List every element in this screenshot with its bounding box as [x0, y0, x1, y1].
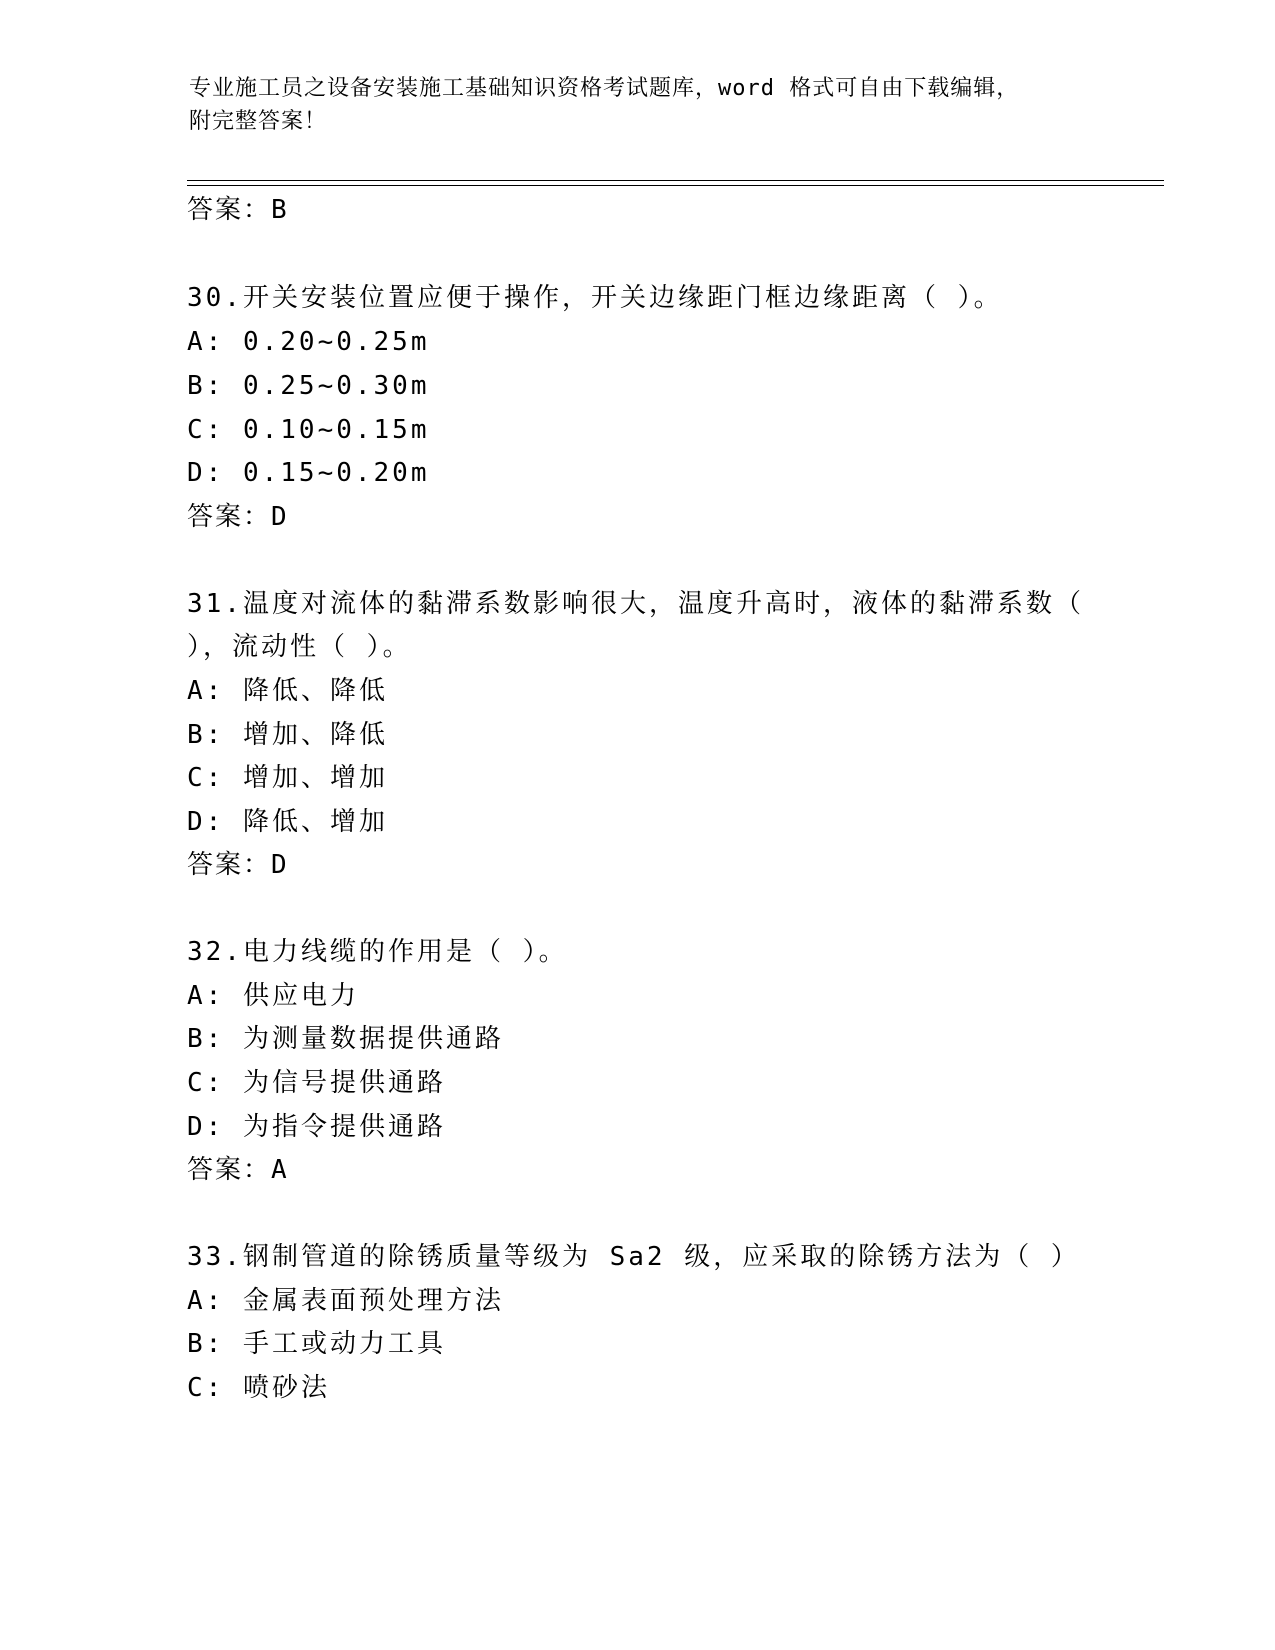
header-divider-bottom [187, 185, 1164, 186]
question-31-answer: 答案：D [187, 850, 289, 880]
question-32-option-a: A: 供应电力 [187, 981, 359, 1011]
header-line-2: 附完整答案！ [189, 109, 328, 134]
question-30-stem: 30.开关安装位置应便于操作，开关边缘距门框边缘距离（ ）。 [187, 283, 1003, 313]
question-30-answer: 答案：D [187, 502, 289, 532]
question-30-option-c: C: 0.10~0.15m [187, 415, 430, 445]
question-33-stem: 33.钢制管道的除锈质量等级为 Sa2 级，应采取的除锈方法为（ ） [187, 1242, 1080, 1272]
question-30-option-d: D: 0.15~0.20m [187, 458, 430, 488]
header-divider-top [187, 180, 1164, 181]
question-30-option-b: B: 0.25~0.30m [187, 371, 430, 401]
question-32-stem: 32.电力线缆的作用是（ ）。 [187, 937, 568, 967]
question-31-option-c: C: 增加、增加 [187, 763, 388, 793]
document-header [189, 72, 1089, 138]
question-32-option-b: B: 为测量数据提供通路 [187, 1024, 504, 1054]
question-32-answer: 答案：A [187, 1155, 289, 1185]
question-33-option-b: B: 手工或动力工具 [187, 1329, 446, 1359]
question-31-option-d: D: 降低、增加 [187, 807, 388, 837]
question-33-option-a: A: 金属表面预处理方法 [187, 1286, 504, 1316]
header-line-1: 专业施工员之设备安装施工基础知识资格考试题库，word 格式可自由下载编辑， [189, 76, 1020, 101]
question-31-option-a: A: 降低、降低 [187, 676, 388, 706]
question-31-stem-line-2: ），流动性（ ）。 [187, 632, 412, 662]
question-32-option-d: D: 为指令提供通路 [187, 1112, 446, 1142]
question-32-option-c: C: 为信号提供通路 [187, 1068, 446, 1098]
question-30-option-a: A: 0.20~0.25m [187, 327, 430, 357]
answer-previous: 答案：B [187, 195, 289, 225]
question-31-stem-line-1: 31.温度对流体的黏滞系数影响很大，温度升高时，液体的黏滞系数（ [187, 589, 1084, 619]
question-31-option-b: B: 增加、降低 [187, 720, 388, 750]
question-33-option-c: C: 喷砂法 [187, 1373, 330, 1403]
